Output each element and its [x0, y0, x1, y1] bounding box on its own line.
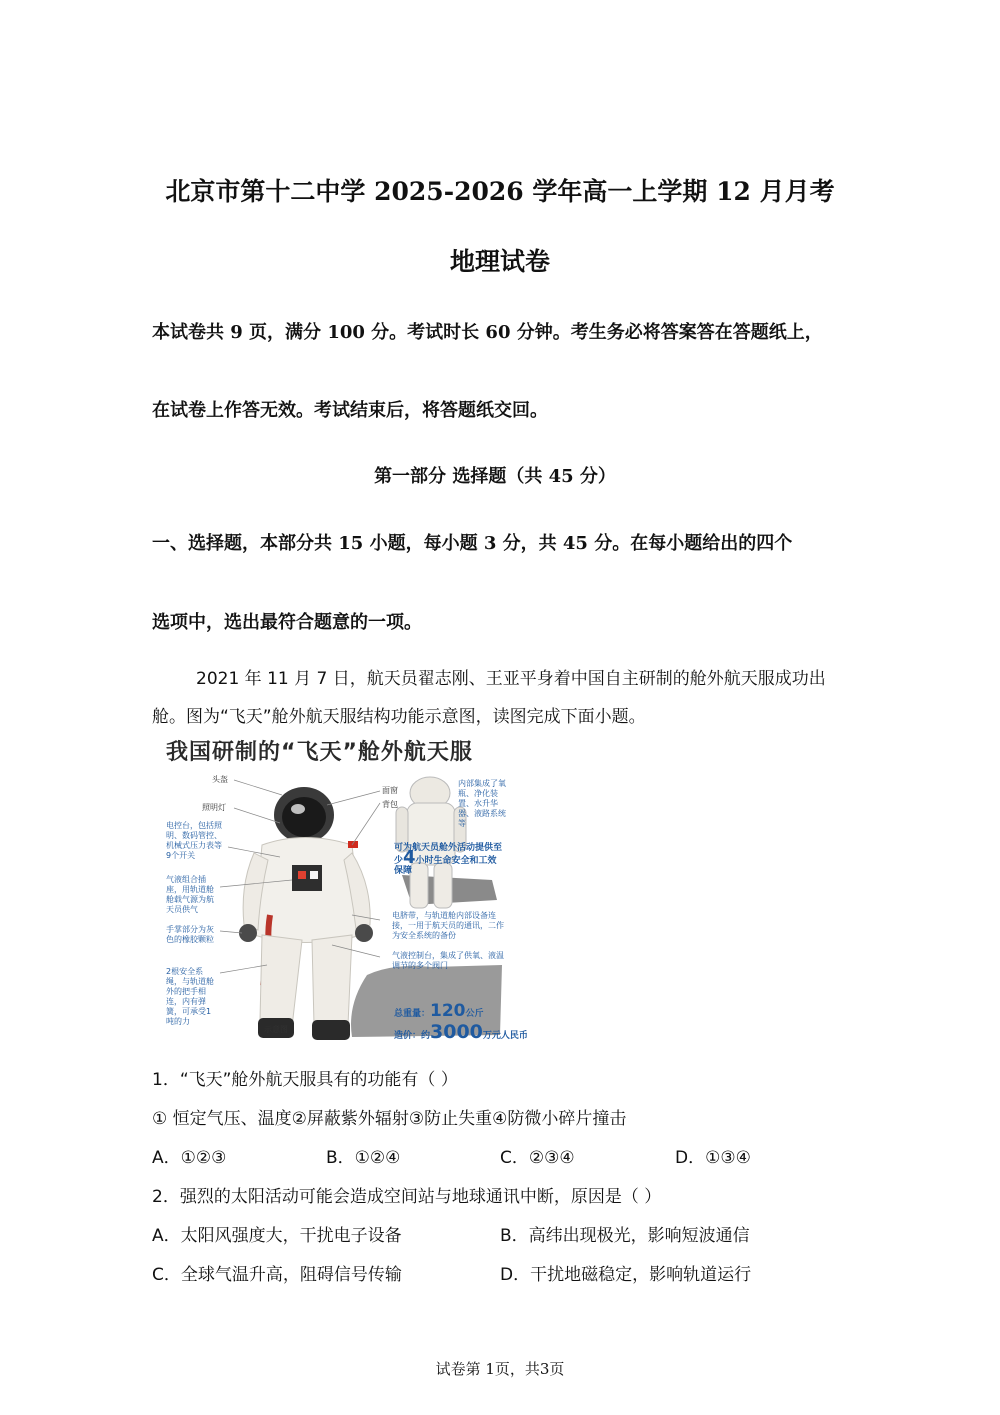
- label-diagram: 示意图: [264, 1025, 288, 1034]
- label-weight-value: 120: [430, 1001, 466, 1021]
- question-2-option-b[interactable]: B．高纬出现极光，影响短波通信: [500, 1226, 750, 1246]
- page-footer: 试卷第 1页，共3页: [435, 1360, 565, 1378]
- question-1-option-a[interactable]: A．①②③: [152, 1148, 227, 1168]
- label-umbilical: 电脐带，与轨道舱内部设备连接，一用于航天员的通讯，二作为安全系统的备份: [392, 911, 504, 940]
- section-line2: 选项中，选出最符合题意的一项。: [152, 612, 422, 633]
- spacesuit-figure: [162, 735, 528, 1045]
- label-backpack-desc: 内部集成了氧瓶、净化装置、水升华器、液路系统等: [458, 779, 506, 828]
- passage-line1: 2021 年 11 月 7 日，航天员翟志刚、王亚平身着中国自主研制的舱外航天服成功出: [196, 669, 826, 689]
- passage-line2: 舱。图为“飞天”舱外航天服结构功能示意图，读图完成下面小题。: [152, 707, 646, 727]
- question-1-option-c[interactable]: C．②③④: [500, 1148, 575, 1168]
- question-2-option-d[interactable]: D．干扰地磁稳定，影响轨道运行: [500, 1265, 752, 1285]
- question-1-stem: 1．“飞天”舱外航天服具有的功能有（ ）: [152, 1070, 458, 1090]
- label-palm: 手掌部分为灰色的橡胶颗粒: [166, 925, 214, 944]
- section-line1: 一、选择题，本部分共 15 小题，每小题 3 分，共 45 分。在每小题给出的四个: [152, 533, 793, 554]
- instructions-line2: 在试卷上作答无效。考试结束后，将答题纸交回。: [152, 400, 548, 421]
- label-visor: 面窗: [382, 786, 398, 795]
- label-weight-label: 总重量：: [394, 1009, 431, 1019]
- exam-title-line2: 地理试卷: [449, 247, 550, 276]
- label-safety: 2根安全系绳，与轨道舱外的把手相连，内有弹簧，可承受1吨的力: [166, 967, 214, 1026]
- label-backpack: 背包: [382, 800, 398, 809]
- figure-title: 我国研制的“飞天”舱外航天服: [166, 740, 473, 765]
- question-1-option-d[interactable]: D．①③④: [675, 1148, 751, 1168]
- label-helmet: 头盔: [212, 775, 228, 784]
- part-heading: 第一部分 选择题（共 45 分）: [374, 466, 616, 487]
- label-weight-unit: 公斤: [465, 1009, 484, 1019]
- instructions-line1: 本试卷共 9 页，满分 100 分。考试时长 60 分钟。考生务必将答案答在答题纸上，: [152, 322, 823, 343]
- label-support-post: 小时生命安全和工效保障: [394, 856, 497, 876]
- label-gas-line: 气液组合插座，用轨道舱舱载气源为航天员供气: [166, 875, 214, 914]
- question-1-statements: ① 恒定气压、温度②屏蔽紫外辐射③防止失重④防微小碎片撞击: [152, 1109, 627, 1129]
- exam-title-line1: 北京市第十二中学 2025-2026 学年高一上学期 12 月月考: [165, 177, 835, 206]
- question-1-option-b[interactable]: B．①②④: [326, 1148, 401, 1168]
- label-cost-unit: 万元人民币: [482, 1031, 528, 1041]
- label-console: 电控台，包括照明、数码管控、机械式压力表等9个开关: [166, 821, 222, 860]
- label-gas-panel: 气液控制台，集成了供氧、液温调节的多个阀门: [392, 951, 504, 970]
- question-2-stem: 2．强烈的太阳活动可能会造成空间站与地球通讯中断，原因是（ ）: [152, 1187, 662, 1207]
- label-light: 照明灯: [202, 803, 226, 812]
- label-cost-label: 造价：约: [394, 1031, 431, 1041]
- question-2-option-a[interactable]: A．太阳风强度大，干扰电子设备: [152, 1226, 402, 1246]
- label-support-number: 4: [403, 847, 416, 868]
- question-2-option-c[interactable]: C．全球气温升高，阻碍信号传输: [152, 1265, 402, 1285]
- label-support: [394, 843, 504, 876]
- label-cost-value: 3000: [430, 1021, 483, 1043]
- label-cost: [394, 1021, 528, 1043]
- label-weight: [394, 1001, 484, 1021]
- label-support-pre: 可为航天员舱外活动提供至少: [394, 843, 503, 866]
